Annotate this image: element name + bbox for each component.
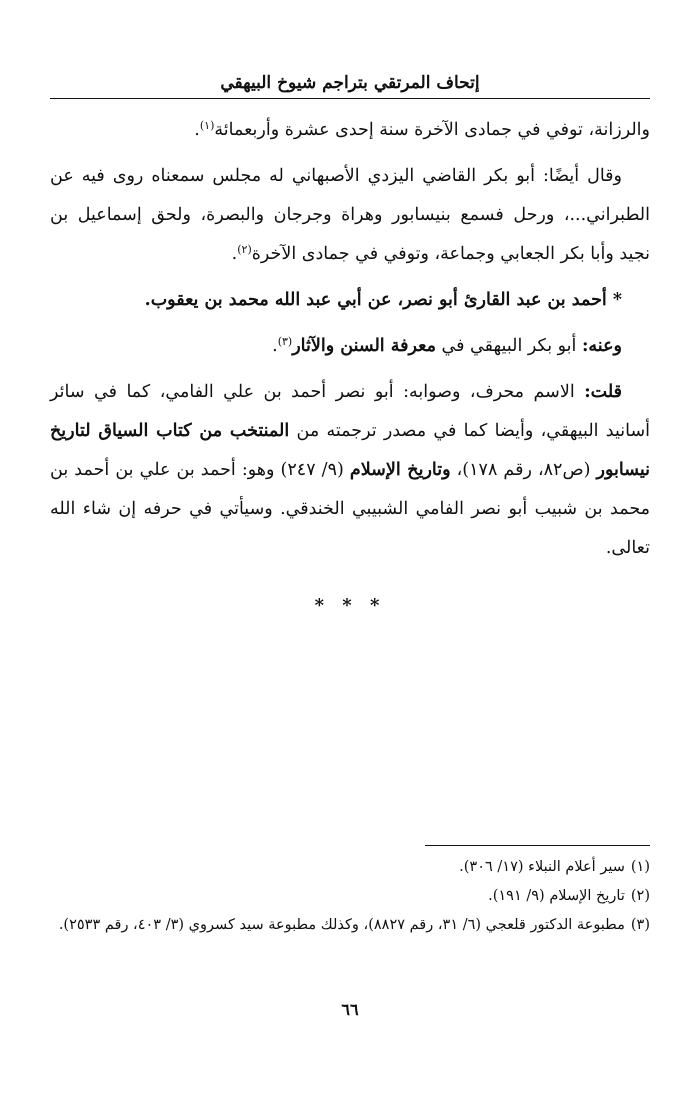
book-title: إتحاف المرتقي بتراجم شيوخ البيهقي — [220, 73, 480, 93]
entry-heading-text: * أحمد بن عبد القارئ أبو نصر، عن أبي عبد الله محمد بن يعقوب. — [144, 290, 622, 310]
footnote-3-text: مطبوعة الدكتور قلعجي (٦/ ٣١، رقم ٨٨٢٧)، وكذلك مطبوعة سيد كسروي (٣/ ٤٠٣، رقم ٢٥٣٣). — [58, 917, 625, 933]
footnote-ref-3[interactable]: (٣) — [277, 335, 293, 348]
paragraph-4-text: أبو بكر البيهقي في — [435, 336, 582, 356]
footnote-3-number: (٣) — [630, 917, 650, 933]
paragraph-5-text-2: (ص٨٢، رقم ١٧٨)، — [450, 460, 597, 480]
paragraph-4-end: . — [272, 336, 278, 356]
section-separator: * * * — [314, 595, 386, 616]
footnote-1-number: (١) — [630, 859, 650, 875]
paragraph-2-text: وقال أيضًا: أبو بكر القاضي اليزدي الأصبهاني له مجلس سمعناه روى فيه عن الطبراني...، ورحل فسمع بنيسابور وهراة وجرجان والبصرة، ولحق إسماعيل بن نجيد وأبا بكر الجعابي وجماعة، وتوفي في جمادى الآخرة — [50, 166, 650, 264]
paragraph-1-text: والرزانة، توفي في جمادى الآخرة سنة إحدى عشرة وأربعمائة — [214, 120, 650, 140]
book-title-muntakhab: المنتخب من كتاب السياق لتاريخ نيسابور — [50, 421, 650, 480]
footnote-1-text: سير أعلام النبلاء (١٧/ ٣٠٦). — [459, 859, 625, 875]
footnotes — [50, 853, 650, 940]
paragraph-2-end: . — [231, 244, 238, 264]
book-title-marifat: معرفة السنن والآثار — [292, 336, 436, 356]
book-page — [50, 70, 650, 1019]
paragraph-1-end: . — [194, 120, 200, 140]
footnote-ref-1[interactable]: (١) — [199, 119, 215, 132]
footnote-divider — [425, 845, 650, 846]
footnote-ref-2[interactable]: (٢) — [237, 243, 252, 256]
paragraph-5-text-1: الاسم محرف، وصوابه: أبو نصر أحمد بن علي الفامي، كما في سائر أسانيد البيهقي، وأيضا كما في مصدر ترجمته من — [50, 382, 650, 441]
body-text — [50, 111, 650, 625]
paragraph-2 — [50, 157, 650, 274]
book-title-tarikh: وتاريخ الإسلام — [349, 460, 451, 480]
page-number: ٦٦ — [341, 1000, 359, 1019]
paragraph-5 — [50, 373, 650, 568]
running-header — [50, 70, 650, 99]
paragraph-1 — [50, 111, 650, 150]
footnote-3 — [50, 911, 650, 940]
paragraph-5-text-3: (٩/ ٢٤٧) وهو: أحمد بن علي بن أحمد بن محمد بن شبيب أبو نصر الفامي الشبيبي الخندقي. وسيأتي في حرفه إن شاء الله تعالى. — [50, 460, 650, 558]
footnote-2-number: (٢) — [630, 888, 650, 904]
paragraph-4 — [50, 327, 650, 366]
footnote-2-text: تاريخ الإسلام (٩/ ١٩١). — [488, 888, 625, 904]
paragraph-5-label: قلت: — [584, 382, 622, 402]
footnote-1 — [50, 853, 650, 882]
paragraph-4-label: وعنه: — [581, 336, 622, 356]
footnote-2 — [50, 882, 650, 911]
entry-heading — [50, 281, 650, 320]
